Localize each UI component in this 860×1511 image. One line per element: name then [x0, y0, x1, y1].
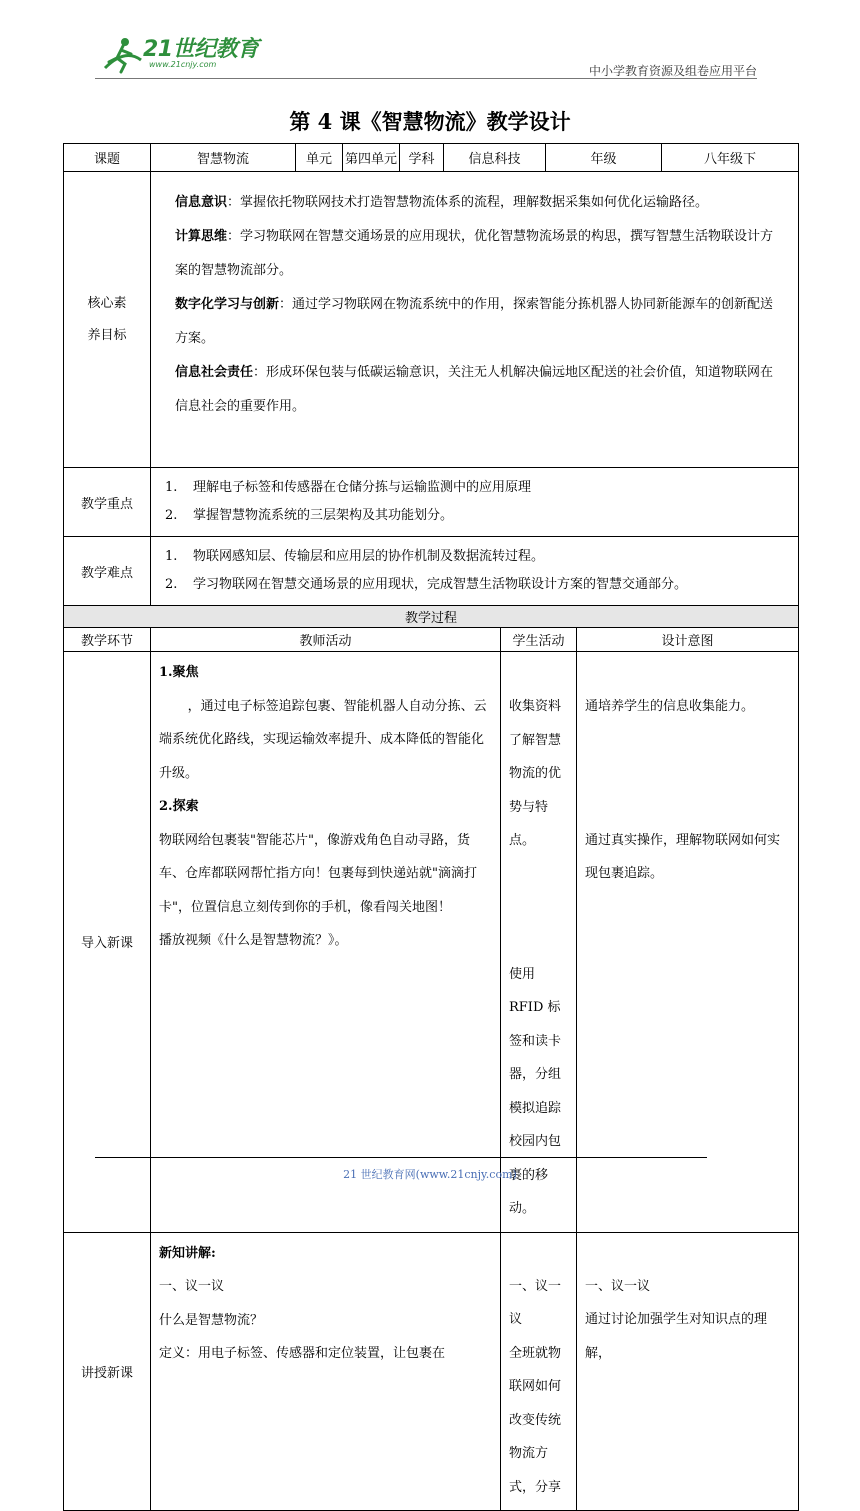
process-columns-row — [64, 628, 799, 652]
unit-value: 第四单元 — [343, 144, 400, 172]
goal-item: 信息意识：掌握依托物联网技术打造智慧物流体系的流程，理解数据采集如何优化运输路径。 — [175, 195, 709, 210]
col-student: 学生活动 — [501, 628, 577, 652]
difficulties-row — [64, 537, 799, 606]
col-teacher: 教师活动 — [151, 628, 501, 652]
intro-teacher: 1.聚焦 ，通过电子标签追踪包裹、智能机器人自动分拣、云端系统优化路线，实现运输效率提升、成本降低的智能化升级。 2.探索 物联网给包裹装"智能芯片"，像游戏角色自动寻路，货车、仓库都联网帮忙指方向！包裹每到快递站就"滴滴打卡"，位置信息立刻传到你的手机，像看闯关地图！ 播放视频《什么是智慧物流？》。 — [151, 652, 501, 1233]
lesson-plan-table — [63, 143, 799, 1511]
logo-url: www.21cnjy.com — [149, 60, 217, 69]
footer-divider — [95, 1157, 707, 1158]
page-title: 第 4 课《智慧物流》教学设计 — [289, 109, 571, 134]
page-header — [95, 30, 757, 80]
logo-text: 21世纪教育 — [143, 37, 259, 62]
header-divider — [95, 78, 757, 79]
lecture-intent: 一、议一议 通过讨论加强学生对知识点的理解， — [577, 1232, 799, 1511]
process-header: 教学过程 — [64, 606, 799, 628]
grade-value: 八年级下 — [662, 144, 799, 172]
key-points-label: 教学重点 — [64, 468, 151, 537]
intro-intent: 通培养学生的信息收集能力。 通过真实操作，理解物联网如何实现包裹追踪。 — [577, 652, 799, 1233]
footer-link[interactable]: 21 世纪教育网(www.21cnjy.com) — [343, 1168, 517, 1181]
unit-label: 单元 — [296, 144, 343, 172]
lecture-row — [64, 1232, 799, 1511]
intro-stage: 导入新课 — [64, 652, 151, 1233]
list-item: 2. 学习物联网在智慧交通场景的应用现状，完成智慧生活物联设计方案的智慧交通部分。 — [165, 577, 688, 592]
video-text: 播放视频《什么是智慧物流？》。 — [159, 933, 348, 948]
goals-label: 核心素 养目标 — [64, 172, 151, 468]
topic-label: 课题 — [64, 144, 151, 172]
difficulties-list — [151, 537, 799, 606]
focus-text: ，通过电子标签追踪包裹、智能机器人自动分拣、云端系统优化路线，实现运输效率提升、成本降低的智能化升级。 — [159, 698, 487, 781]
lecture-stage: 讲授新课 — [64, 1232, 151, 1511]
intro-row — [64, 652, 799, 1233]
goal-item: 计算思维：学习物联网在智慧交通场景的应用现状，优化智慧物流场景的构思，撰写智慧生活物联设计方案的智慧物流部分。 — [175, 229, 774, 278]
list-item: 1. 物联网感知层、传输层和应用层的协作机制及数据流转过程。 — [165, 549, 545, 564]
goals-row — [64, 172, 799, 468]
topic-value: 智慧物流 — [151, 144, 296, 172]
subject-value: 信息科技 — [444, 144, 546, 172]
process-header-row — [64, 606, 799, 628]
list-item: 2. 掌握智慧物流系统的三层架构及其功能划分。 — [165, 508, 454, 523]
col-stage: 教学环节 — [64, 628, 151, 652]
lecture-teacher: 新知讲解: 一、议一议 什么是智慧物流？ 定义：用电子标签、传感器和定位装置，让包裹在 — [151, 1232, 501, 1511]
intro-student: 收集资料了解智慧物流的优势与特点。 使用 RFID 标签和读卡器，分组模拟追踪校园内包裹的移动。 — [501, 652, 577, 1233]
goal-item: 信息社会责任：形成环保包装与低碳运输意识，关注无人机解决偏远地区配送的社会价值，知道物联网在信息社会的重要作用。 — [175, 365, 774, 414]
col-intent: 设计意图 — [577, 628, 799, 652]
grade-label: 年级 — [546, 144, 662, 172]
subject-label: 学科 — [400, 144, 444, 172]
goals-content — [151, 172, 799, 468]
explore-text: 物联网给包裹装"智能芯片"，像游戏角色自动寻路，货车、仓库都联网帮忙指方向！包裹每到快递站就"滴滴打卡"，位置信息立刻传到你的手机，像看闯关地图！ — [159, 832, 477, 915]
difficulties-label: 教学难点 — [64, 537, 151, 606]
key-points-list — [151, 468, 799, 537]
lecture-student: 一、议一议 全班就物联网如何改变传统物流方式，分享 — [501, 1232, 577, 1511]
goal-item: 数字化学习与创新：通过学习物联网在物流系统中的作用，探索智能分拣机器人协同新能源车的创新配送方案。 — [175, 297, 774, 346]
info-row — [64, 144, 799, 172]
platform-name: 中小学教育资源及组卷应用平台 — [588, 64, 757, 78]
key-points-row — [64, 468, 799, 537]
list-item: 1. 理解电子标签和传感器在仓储分拣与运输监测中的应用原理 — [165, 480, 532, 495]
